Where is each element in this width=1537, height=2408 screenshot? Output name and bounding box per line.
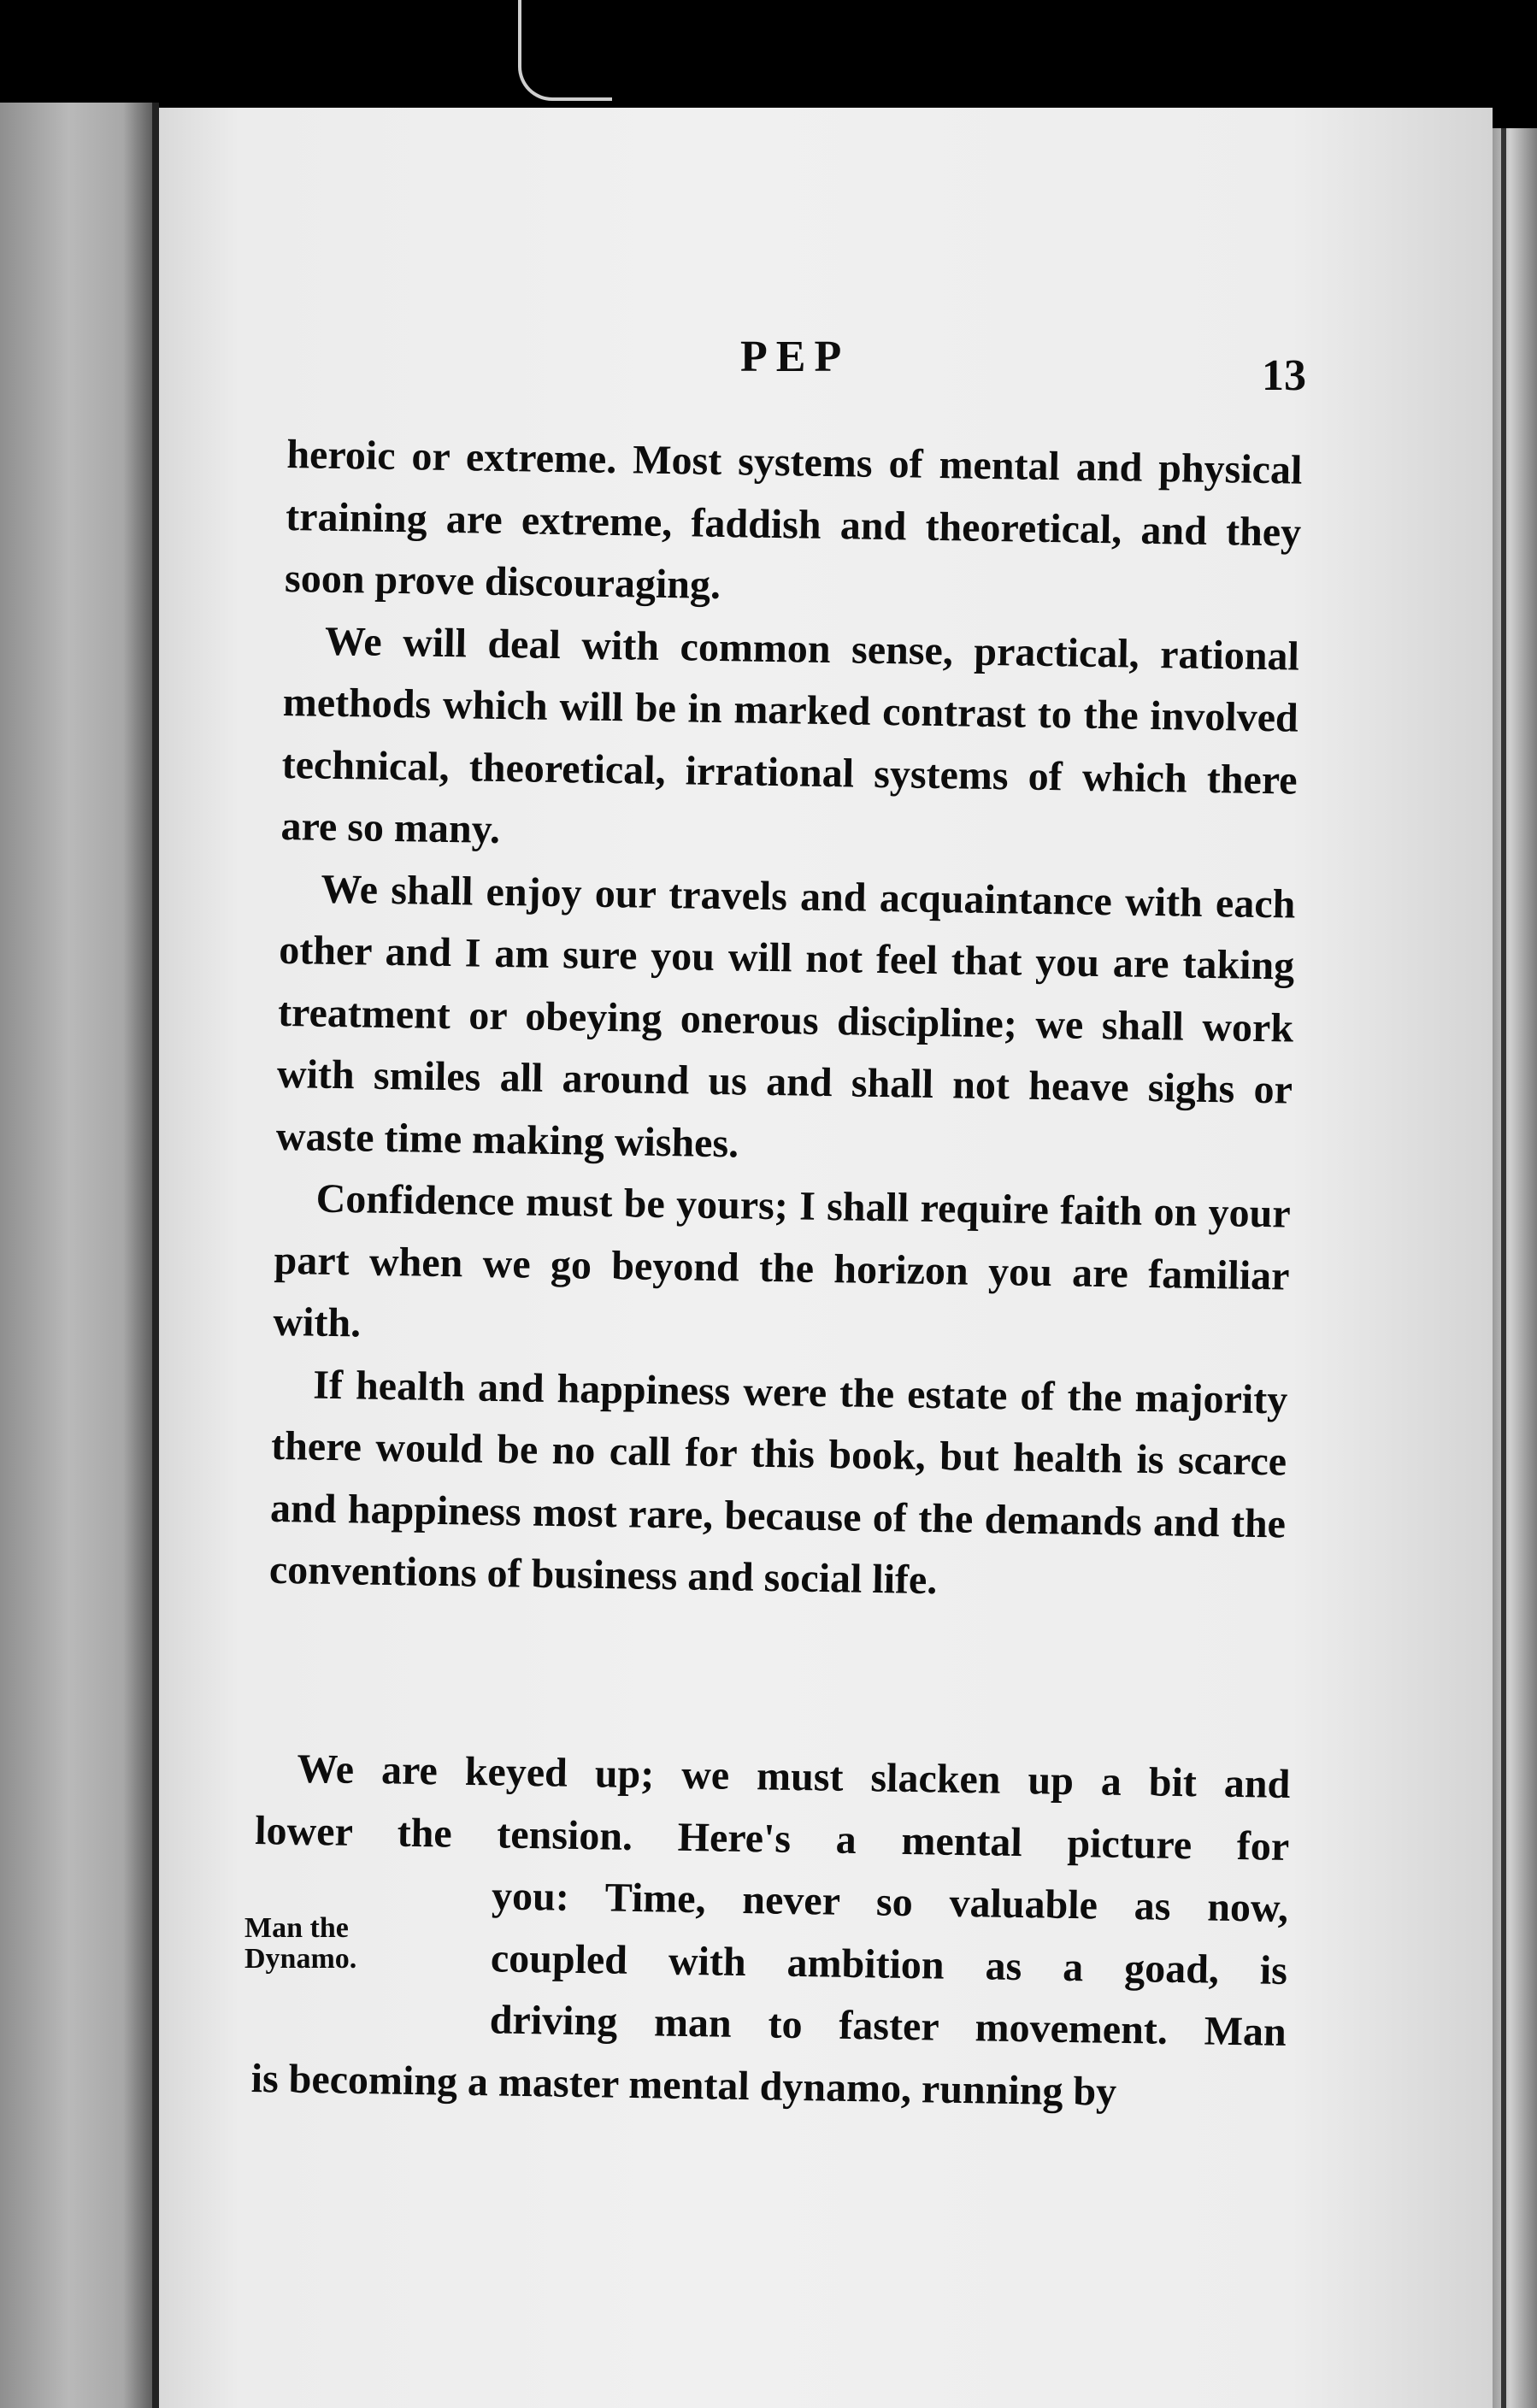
margin-note-line-1: Man the (244, 1912, 349, 1944)
page-number: 13 (1262, 351, 1306, 400)
paragraph-2: We will deal with common sense, practical, rational methods which will be in marked contrast to the involved technical, theoretical, irrational systems of which there are so many. (280, 618, 1300, 852)
paragraph-6-line-4: coupled with ambition as a goad, is (490, 1934, 1288, 1993)
gutter-shadow (152, 103, 159, 2408)
paragraph-3: We shall enjoy our travels and acquaintance with each other and I am sure you will not feel that you are taking treatment or obeying onerous discipline; we shall work with smiles all around us and shall not heave sighs or waste time making wishes. (275, 866, 1296, 1166)
paragraph-6-line-6: is becoming a master mental dynamo, running by (250, 2055, 1117, 2115)
previous-page-edge (0, 103, 154, 2408)
fore-edge-shadow (1501, 128, 1506, 2408)
running-head: PEP (740, 333, 851, 381)
paragraph-4: Confidence must be yours; I shall require faith on your part when we go beyond the horizon you are familiar with. (273, 1175, 1292, 1346)
body-text (268, 424, 1302, 1617)
paragraph-1: heroic or extreme. Most systems of mental and physical training are extreme, faddish and theoretical, and they soon prove discouraging. (284, 431, 1303, 608)
paragraph-5: If health and happiness were the estate of the majority there would be no call for this book, but health is scarce and happiness most rare, because of the demands and the conventions of business and social life. (268, 1362, 1288, 1604)
margin-note-line-2: Dynamo. (244, 1943, 357, 1975)
paragraph-6-line-1: We are keyed up; we must slacken up a bit and (297, 1746, 1291, 1807)
page-curl-mark (518, 0, 612, 101)
page-fore-edge (1493, 128, 1537, 2408)
paragraph-6-line-3: you: Time, never so valuable as now, (491, 1873, 1289, 1931)
paragraph-6-line-5: driving man to faster movement. Man (489, 1997, 1287, 2055)
margin-note (244, 1913, 415, 1975)
paragraph-6-line-2: lower the tension. Here's a mental picture for (254, 1807, 1290, 1869)
